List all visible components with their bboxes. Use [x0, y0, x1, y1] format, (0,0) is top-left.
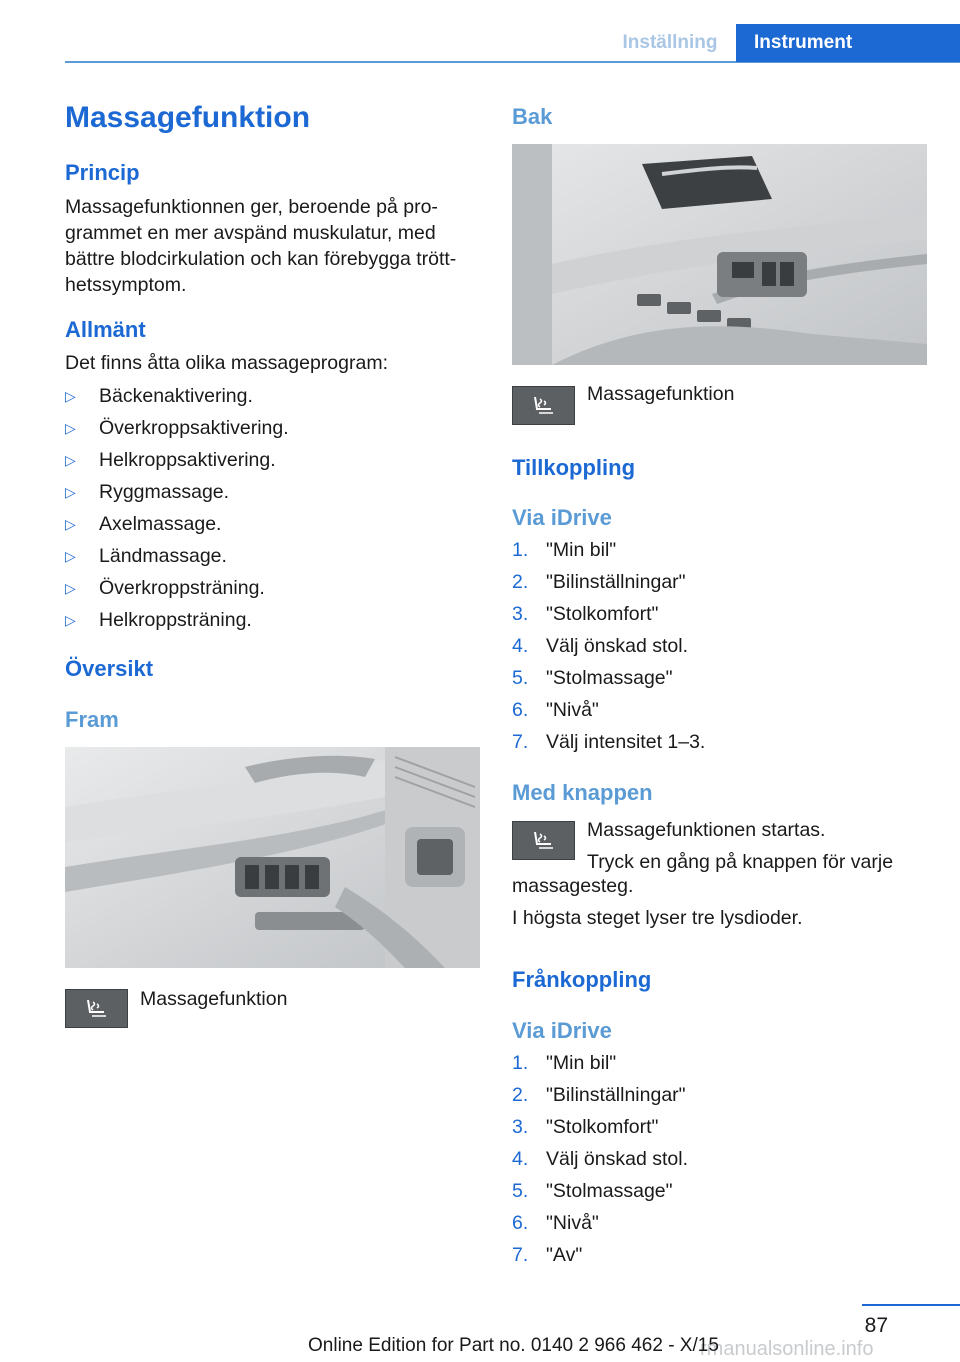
- triangle-right-outline-icon: ▷: [65, 548, 76, 564]
- principle-line: Massagefunktionnen ger, beroende på pro‐: [65, 196, 438, 218]
- triangle-right-outline-icon: ▷: [65, 580, 76, 596]
- button-text-4: I högsta steget lyser tre lysdioder.: [512, 907, 803, 929]
- triangle-right-outline-icon: ▷: [65, 612, 76, 628]
- seat-massage-icon: [529, 395, 559, 417]
- principle-line: grammet en mer avspänd muskulatur, med: [65, 222, 436, 244]
- seat-massage-icon: [82, 998, 112, 1020]
- massage-button-icon-rear: [512, 386, 575, 425]
- general-intro: Det finns åtta olika massageprogram:: [65, 352, 388, 374]
- on-idrive-heading: Via iDrive: [512, 505, 612, 530]
- principle-line: bättre blodcirkulation och kan förebygga trött‐: [65, 248, 457, 270]
- front-door-illustration: [65, 747, 480, 968]
- button-heading: Med knappen: [512, 780, 653, 805]
- tab-installning[interactable]: Inställning: [622, 32, 718, 53]
- rear-caption: Massagefunktion: [587, 383, 735, 405]
- triangle-right-outline-icon: ▷: [65, 388, 76, 404]
- front-caption: Massagefunktion: [140, 988, 288, 1010]
- tillkoppling-heading: Tillkoppling: [512, 455, 636, 480]
- front-door-photo: [65, 747, 480, 968]
- page-number: 87: [864, 1314, 888, 1337]
- rear-door-photo: [512, 144, 927, 365]
- off-idrive-heading: Via iDrive: [512, 1018, 612, 1043]
- triangle-right-outline-icon: ▷: [65, 516, 76, 532]
- general-heading: Allmänt: [65, 317, 146, 342]
- principle-line: hetssymptom.: [65, 274, 187, 296]
- footer-rule: [862, 1304, 960, 1306]
- rear-heading: Bak: [512, 104, 553, 129]
- massage-button-icon: [512, 821, 575, 860]
- triangle-right-outline-icon: ▷: [65, 420, 76, 436]
- button-text-3: massagesteg.: [512, 875, 634, 897]
- seat-massage-icon: [529, 830, 559, 852]
- page-title: Massagefunktion: [65, 101, 311, 134]
- rear-door-illustration: [512, 144, 927, 365]
- triangle-right-outline-icon: ▷: [65, 484, 76, 500]
- principle-text: [65, 194, 456, 298]
- massage-button-icon-front: [65, 989, 128, 1028]
- edition-text: Online Edition for Part no. 0140 2 966 462 - X/15: [308, 1335, 719, 1356]
- watermark: rmanualsonline.info: [700, 1338, 874, 1360]
- button-text-2: Tryck en gång på knappen för varje: [587, 851, 894, 873]
- frankoppling-heading: Frånkoppling: [512, 967, 652, 992]
- front-heading: Fram: [65, 707, 119, 732]
- principle-heading: Princip: [65, 160, 140, 185]
- tab-instrument[interactable]: Instrument: [736, 24, 960, 62]
- overview-heading: Översikt: [65, 656, 154, 681]
- button-text-1: Massagefunktionen startas.: [587, 819, 826, 841]
- triangle-right-outline-icon: ▷: [65, 452, 76, 468]
